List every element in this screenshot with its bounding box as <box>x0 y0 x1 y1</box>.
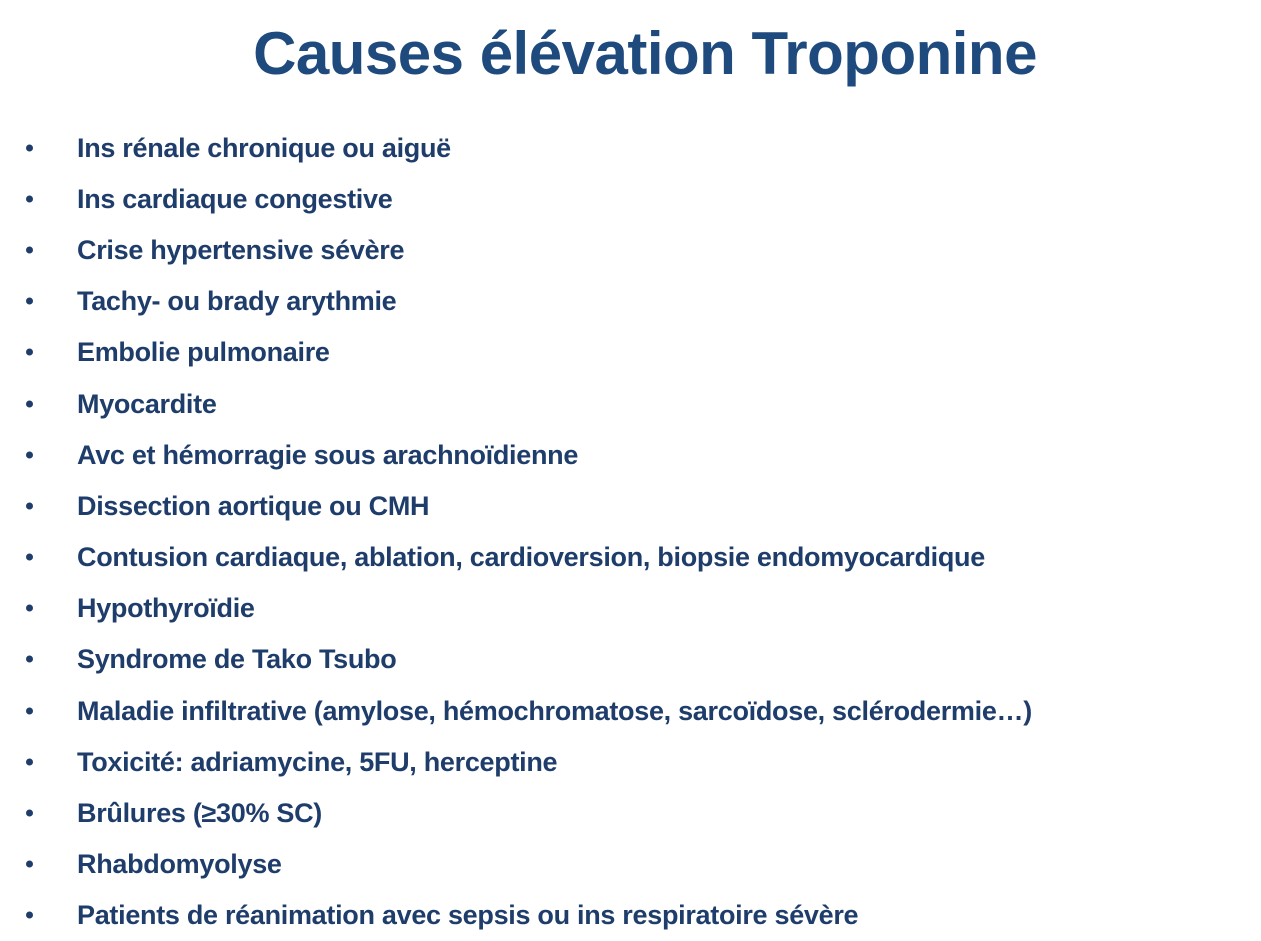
list-item <box>0 378 1261 429</box>
list-item-text: Tachy- ou brady arythmie <box>77 286 397 317</box>
list-item-text: Embolie pulmonaire <box>77 337 330 368</box>
list-item-text: Ins cardiaque congestive <box>77 183 393 214</box>
list-item-text: Maladie infiltrative (amylose, hémochromatose, sarcoïdose, sclérodermie…) <box>77 695 1032 726</box>
bullet-icon <box>26 605 33 612</box>
list-item-text: Patients de réanimation avec sepsis ou ins respiratoire sévère <box>77 900 859 931</box>
list-item <box>0 429 1261 480</box>
list-item-text: Crise hypertensive sévère <box>77 234 405 265</box>
list-item <box>0 276 1261 327</box>
list-item <box>0 839 1261 890</box>
list-item-text: Brûlures (≥30% SC) <box>77 798 322 829</box>
list-item-text: Dissection aortique ou CMH <box>77 490 430 521</box>
list-item-text: Syndrome de Tako Tsubo <box>77 644 397 675</box>
list-item-text: Ins rénale chronique ou aiguë <box>77 132 451 163</box>
causes-list <box>0 122 1261 941</box>
list-item <box>0 532 1261 583</box>
bullet-icon <box>26 400 33 407</box>
list-item <box>0 634 1261 685</box>
bullet-icon <box>26 349 33 356</box>
bullet-icon <box>26 861 33 868</box>
list-item-text: Rhabdomyolyse <box>77 849 282 880</box>
list-item <box>0 224 1261 275</box>
slide-title: Causes élévation Troponine <box>253 20 1037 87</box>
list-item <box>0 327 1261 378</box>
list-item <box>0 480 1261 531</box>
list-item <box>0 787 1261 838</box>
bullet-icon <box>26 298 33 305</box>
list-item-text: Avc et hémorragie sous arachnoïdienne <box>77 439 579 470</box>
list-item <box>0 173 1261 224</box>
list-item <box>0 583 1261 634</box>
list-item-text: Hypothyroïdie <box>77 593 255 624</box>
list-item <box>0 890 1261 941</box>
list-item-text: Myocardite <box>77 388 217 419</box>
bullet-icon <box>26 707 33 714</box>
bullet-icon <box>26 144 33 151</box>
bullet-icon <box>26 195 33 202</box>
list-item-text: Contusion cardiaque, ablation, cardioversion, biopsie endomyocardique <box>77 542 985 573</box>
bullet-icon <box>26 246 33 253</box>
bullet-icon <box>26 810 33 817</box>
bullet-icon <box>26 502 33 509</box>
bullet-icon <box>26 758 33 765</box>
bullet-icon <box>26 554 33 561</box>
list-item <box>0 736 1261 787</box>
bullet-icon <box>26 912 33 919</box>
list-item <box>0 122 1261 173</box>
list-item <box>0 685 1261 736</box>
list-item-text: Toxicité: adriamycine, 5FU, herceptine <box>77 746 558 777</box>
bullet-icon <box>26 451 33 458</box>
bullet-icon <box>26 656 33 663</box>
